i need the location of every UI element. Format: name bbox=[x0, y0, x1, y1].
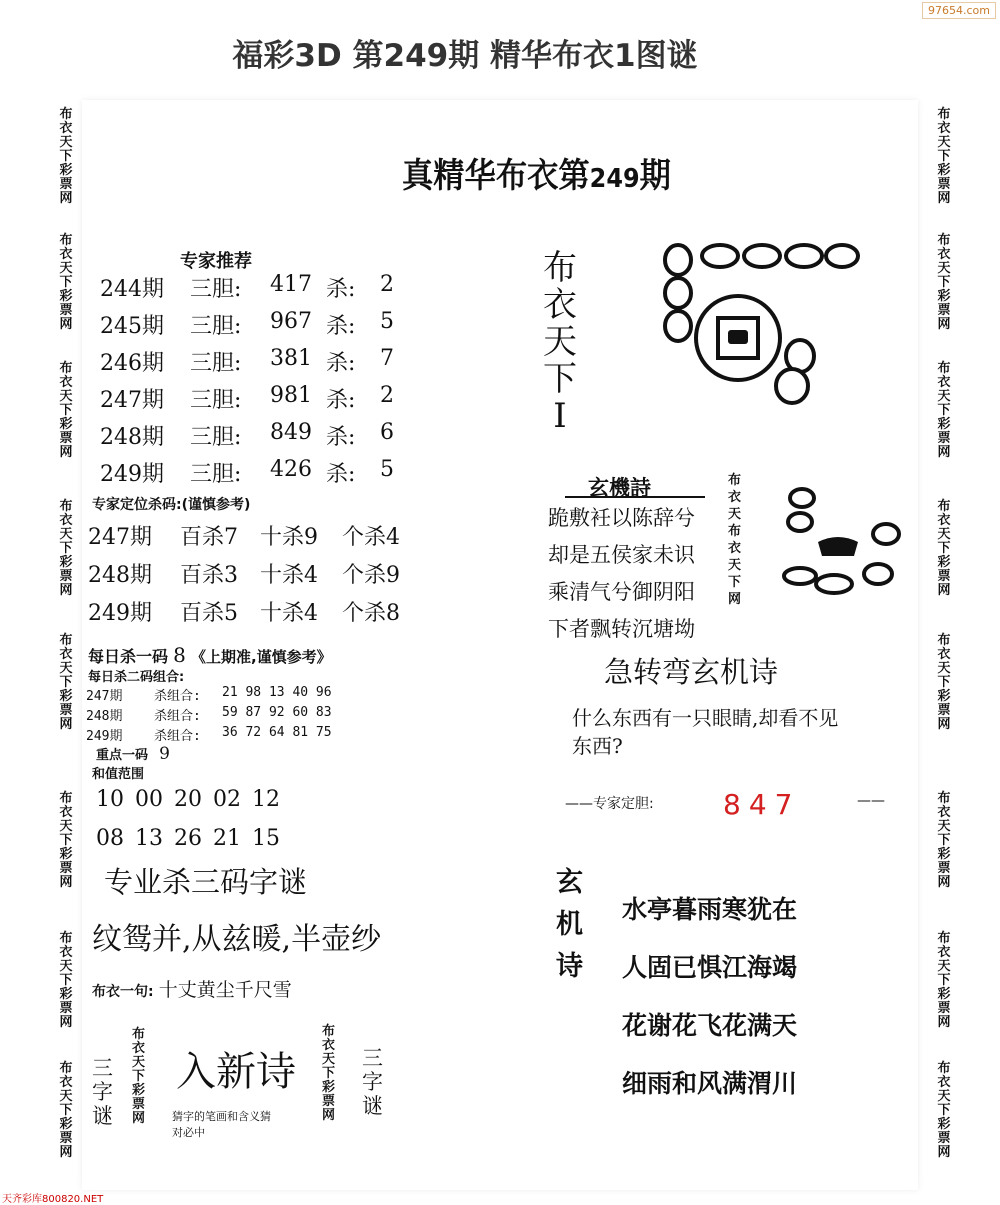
note-line-1: 猜字的笔画和含义猜 bbox=[172, 1110, 271, 1123]
side-char: 下 bbox=[59, 675, 73, 690]
side-char: 衣 bbox=[59, 1075, 73, 1090]
expert-cell: 三胆: bbox=[190, 388, 242, 413]
poem-line: 水亭暮雨寒犹在 bbox=[622, 895, 798, 924]
side-char: 天 bbox=[937, 661, 951, 676]
expert-cell: 967 bbox=[270, 309, 312, 334]
side-label bbox=[935, 1062, 953, 1160]
expert-cell: 三胆: bbox=[190, 462, 242, 487]
combo-cell: 杀组合: bbox=[154, 729, 201, 744]
side-char: 网 bbox=[937, 1015, 951, 1030]
side-char: 衣 bbox=[937, 1075, 951, 1090]
expert-cell: 7 bbox=[380, 346, 394, 371]
side-char: 票 bbox=[937, 569, 951, 584]
side-char: 布 bbox=[937, 233, 951, 248]
side-char: 天 bbox=[59, 527, 73, 542]
side-char: 天 bbox=[937, 959, 951, 974]
side-char: 彩 bbox=[937, 1117, 951, 1132]
vertical-char: 天 bbox=[543, 322, 577, 362]
side-char: 衣 bbox=[59, 945, 73, 960]
position-kill-cell: 248期 bbox=[88, 563, 152, 588]
side-char: 衣 bbox=[59, 375, 73, 390]
combo-cell: 59 87 92 60 83 bbox=[222, 705, 332, 720]
side-char: 衣 bbox=[937, 121, 951, 136]
side-char: 天 bbox=[937, 135, 951, 150]
side-char: 天 bbox=[937, 261, 951, 276]
side-label bbox=[57, 932, 75, 1030]
side-char: 下 bbox=[937, 675, 951, 690]
position-kill-cell: 百杀3 bbox=[180, 563, 238, 588]
side-char: 下 bbox=[937, 403, 951, 418]
side-char: 票 bbox=[59, 861, 73, 876]
expert-cell: 2 bbox=[380, 383, 394, 408]
vertical-char: 布 bbox=[132, 1027, 146, 1042]
ingot-graphic bbox=[778, 484, 908, 604]
vertical-char: 天 bbox=[322, 1052, 336, 1067]
expert-cell: 三胆: bbox=[190, 351, 242, 376]
expert-title: 专家推荐 bbox=[180, 251, 252, 272]
expert-cell: 杀: bbox=[326, 388, 356, 413]
vertical-char: 衣 bbox=[728, 490, 742, 505]
side-label bbox=[935, 362, 953, 460]
side-char: 彩 bbox=[59, 1117, 73, 1132]
side-label bbox=[935, 932, 953, 1030]
expert-cell: 981 bbox=[270, 383, 312, 408]
side-char: 天 bbox=[937, 819, 951, 834]
side-char: 票 bbox=[937, 1131, 951, 1146]
new-poem: 入新诗 bbox=[176, 1049, 296, 1095]
side-char: 票 bbox=[937, 861, 951, 876]
buyitianxia-vertical bbox=[543, 250, 577, 435]
side-char: 网 bbox=[937, 583, 951, 598]
vertical-char: 下 bbox=[132, 1069, 146, 1084]
vertical-char: 彩 bbox=[132, 1083, 146, 1098]
xuanji-title: 玄機詩 bbox=[588, 476, 651, 500]
side-char: 票 bbox=[59, 569, 73, 584]
expert-cell: 249期 bbox=[100, 462, 164, 487]
expert-cell: 杀: bbox=[326, 314, 356, 339]
vertical-char: 字 bbox=[362, 1070, 383, 1094]
side-char: 下 bbox=[59, 275, 73, 290]
side-label bbox=[935, 234, 953, 332]
side-char: 下 bbox=[937, 973, 951, 988]
side-char: 票 bbox=[937, 303, 951, 318]
expert-cell: 246期 bbox=[100, 351, 164, 376]
vertical-char: 天 bbox=[728, 558, 742, 573]
position-kill-title: 专家定位杀码:(谨慎参考) bbox=[92, 497, 251, 513]
dingdan-tail: —— bbox=[857, 793, 885, 809]
side-char: 票 bbox=[59, 303, 73, 318]
expert-cell: 381 bbox=[270, 346, 312, 371]
side-char: 票 bbox=[937, 431, 951, 446]
coin-graphic bbox=[650, 238, 865, 423]
page-title: 福彩3D 第249期 精华布衣1图谜 bbox=[232, 38, 698, 74]
xuanji-line: 却是五侯家未识 bbox=[548, 543, 695, 567]
poem-line: 花谢花飞花满天 bbox=[622, 1011, 798, 1040]
side-char: 天 bbox=[59, 389, 73, 404]
vertical-char: 玄 bbox=[556, 867, 583, 898]
vertical-char: 字 bbox=[92, 1080, 113, 1104]
side-char: 票 bbox=[59, 1001, 73, 1016]
sum-row-1: 10 00 20 02 12 bbox=[96, 787, 280, 812]
position-kill-cell: 个杀9 bbox=[342, 563, 400, 588]
expert-cell: 417 bbox=[270, 272, 312, 297]
vertical-char: I bbox=[553, 396, 567, 436]
note-line-2: 对必中 bbox=[172, 1126, 205, 1139]
side-char: 天 bbox=[59, 819, 73, 834]
vertical-char: 网 bbox=[728, 592, 742, 607]
side-char: 天 bbox=[59, 959, 73, 974]
side-char: 彩 bbox=[937, 163, 951, 178]
side-char: 下 bbox=[59, 973, 73, 988]
riddle-text: 纹鸳并,从兹暖,半壶纱 bbox=[92, 922, 382, 957]
position-kill-cell: 249期 bbox=[88, 601, 152, 626]
side-char: 彩 bbox=[59, 289, 73, 304]
side-char: 下 bbox=[59, 1103, 73, 1118]
side-char: 网 bbox=[937, 317, 951, 332]
side-label bbox=[935, 108, 953, 206]
side-char: 衣 bbox=[937, 375, 951, 390]
side-char: 下 bbox=[937, 275, 951, 290]
side-char: 彩 bbox=[59, 417, 73, 432]
expert-cell: 244期 bbox=[100, 277, 164, 302]
vertical-char: 票 bbox=[132, 1097, 146, 1112]
position-kill-cell: 个杀4 bbox=[342, 525, 400, 550]
poem-vertical bbox=[556, 862, 583, 988]
expert-cell: 245期 bbox=[100, 314, 164, 339]
side-char: 彩 bbox=[937, 689, 951, 704]
side-char: 天 bbox=[59, 661, 73, 676]
expert-cell: 杀: bbox=[326, 462, 356, 487]
combo-cell: 21 98 13 40 96 bbox=[222, 685, 332, 700]
side-char: 网 bbox=[59, 1015, 73, 1030]
side-char: 衣 bbox=[59, 805, 73, 820]
side-char: 网 bbox=[937, 717, 951, 732]
daily-kill-two-title: 每日杀二码组合: bbox=[88, 670, 185, 685]
side-char: 衣 bbox=[937, 647, 951, 662]
combo-cell: 247期 bbox=[86, 689, 123, 704]
side-char: 布 bbox=[937, 361, 951, 376]
expert-cell: 三胆: bbox=[190, 425, 242, 450]
side-char: 网 bbox=[937, 1145, 951, 1160]
side-char: 彩 bbox=[59, 847, 73, 862]
side-char: 票 bbox=[937, 177, 951, 192]
expert-cell: 247期 bbox=[100, 388, 164, 413]
focus-one: 重点一码 9 bbox=[96, 744, 170, 764]
xuanji-line: 乘清气兮御阴阳 bbox=[548, 580, 695, 604]
side-char: 票 bbox=[59, 703, 73, 718]
side-char: 布 bbox=[59, 791, 73, 806]
side-char: 彩 bbox=[937, 987, 951, 1002]
position-kill-cell: 十杀4 bbox=[260, 601, 318, 626]
side-char: 彩 bbox=[937, 417, 951, 432]
side-char: 布 bbox=[59, 633, 73, 648]
daily-kill-one: 每日杀一码 8 《上期准,谨慎参考》 bbox=[88, 643, 332, 667]
side-char: 网 bbox=[59, 1145, 73, 1160]
vertical-char: 衣 bbox=[132, 1041, 146, 1056]
xuanji-vertical bbox=[728, 472, 741, 608]
side-char: 布 bbox=[59, 499, 73, 514]
side-label bbox=[57, 362, 75, 460]
poem-line: 人固已惧江海竭 bbox=[622, 953, 798, 982]
side-char: 布 bbox=[937, 791, 951, 806]
combo-cell: 248期 bbox=[86, 709, 123, 724]
side-char: 彩 bbox=[59, 555, 73, 570]
turn-question-2: 东西? bbox=[572, 734, 623, 758]
side-char: 票 bbox=[937, 1001, 951, 1016]
vertical-char: 布 bbox=[322, 1024, 336, 1039]
side-char: 布 bbox=[937, 107, 951, 122]
sum-row-2: 08 13 26 21 15 bbox=[96, 826, 280, 851]
side-label bbox=[57, 108, 75, 206]
vertical-char: 下 bbox=[543, 359, 577, 399]
combo-cell: 36 72 64 81 75 bbox=[222, 725, 332, 740]
xuanji-rule bbox=[565, 496, 705, 498]
vertical-char: 三 bbox=[362, 1046, 383, 1070]
side-char: 网 bbox=[59, 875, 73, 890]
side-char: 网 bbox=[937, 191, 951, 206]
side-char: 彩 bbox=[937, 555, 951, 570]
watermark: 97654.com bbox=[922, 2, 996, 19]
side-char: 天 bbox=[937, 527, 951, 542]
position-kill-cell: 百杀7 bbox=[180, 525, 238, 550]
side-char: 布 bbox=[937, 499, 951, 514]
expert-cell: 5 bbox=[380, 309, 394, 334]
side-char: 彩 bbox=[59, 987, 73, 1002]
side-label bbox=[57, 234, 75, 332]
sanzimi-left bbox=[92, 1056, 113, 1128]
vertical-char: 网 bbox=[132, 1111, 146, 1126]
side-char: 衣 bbox=[937, 805, 951, 820]
side-char: 天 bbox=[59, 1089, 73, 1104]
side-char: 布 bbox=[59, 361, 73, 376]
dingdan-numbers: 847 bbox=[723, 788, 801, 821]
side-char: 票 bbox=[59, 431, 73, 446]
side-char: 天 bbox=[937, 389, 951, 404]
side-char: 天 bbox=[59, 261, 73, 276]
side-char: 衣 bbox=[59, 513, 73, 528]
side-char: 网 bbox=[59, 191, 73, 206]
position-kill-cell: 十杀4 bbox=[260, 563, 318, 588]
vertical-char: 衣 bbox=[728, 541, 742, 556]
expert-cell: 杀: bbox=[326, 277, 356, 302]
side-char: 彩 bbox=[937, 847, 951, 862]
side-char: 下 bbox=[937, 149, 951, 164]
side-char: 彩 bbox=[59, 163, 73, 178]
side-char: 网 bbox=[937, 445, 951, 460]
dingdan-label: ——专家定胆: bbox=[565, 796, 654, 812]
side-char: 下 bbox=[59, 541, 73, 556]
side-char: 天 bbox=[937, 1089, 951, 1104]
expert-cell: 2 bbox=[380, 272, 394, 297]
expert-cell: 248期 bbox=[100, 425, 164, 450]
side-char: 天 bbox=[59, 135, 73, 150]
expert-cell: 849 bbox=[270, 420, 312, 445]
side-label bbox=[57, 1062, 75, 1160]
footer-mark: 天齐彩库800820.NET bbox=[2, 1194, 104, 1205]
side-char: 下 bbox=[937, 1103, 951, 1118]
vertical-char: 天 bbox=[132, 1055, 146, 1070]
xuanji-line: 跪敷衽以陈辞兮 bbox=[548, 506, 695, 530]
side-char: 布 bbox=[59, 931, 73, 946]
poem-line: 细雨和风满渭川 bbox=[622, 1069, 798, 1098]
turn-title: 急转弯玄机诗 bbox=[604, 655, 779, 689]
side-char: 下 bbox=[59, 149, 73, 164]
vertical-char: 布 bbox=[543, 248, 577, 288]
vertical-char: 衣 bbox=[322, 1038, 336, 1053]
side-char: 衣 bbox=[937, 945, 951, 960]
expert-cell: 6 bbox=[380, 420, 394, 445]
side-char: 布 bbox=[937, 633, 951, 648]
position-kill-cell: 个杀8 bbox=[342, 601, 400, 626]
vertical-char: 衣 bbox=[543, 285, 577, 325]
vertical-char: 网 bbox=[322, 1108, 336, 1123]
riddle-title: 专业杀三码字谜 bbox=[104, 865, 308, 899]
expert-cell: 杀: bbox=[326, 351, 356, 376]
side-label bbox=[57, 634, 75, 732]
expert-cell: 5 bbox=[380, 457, 394, 482]
vertical-char: 票 bbox=[322, 1094, 336, 1109]
side-char: 网 bbox=[59, 583, 73, 598]
vertical-char: 谜 bbox=[92, 1104, 113, 1128]
side-char: 下 bbox=[59, 833, 73, 848]
side-label bbox=[57, 792, 75, 890]
combo-cell: 249期 bbox=[86, 729, 123, 744]
vertical-char: 下 bbox=[728, 575, 742, 590]
side-char: 衣 bbox=[59, 247, 73, 262]
side-char: 衣 bbox=[59, 647, 73, 662]
expert-cell: 杀: bbox=[326, 425, 356, 450]
vertical-char: 诗 bbox=[556, 951, 583, 982]
side-char: 布 bbox=[59, 1061, 73, 1076]
side-char: 布 bbox=[937, 931, 951, 946]
vertical-char: 机 bbox=[556, 909, 583, 940]
combo-cell: 杀组合: bbox=[154, 709, 201, 724]
side-char: 衣 bbox=[59, 121, 73, 136]
xuanji-line: 下者飘转沉塘坳 bbox=[548, 617, 695, 641]
riddle-line: 布衣一句: 十丈黄尘千尺雪 bbox=[92, 979, 292, 1001]
side-label bbox=[935, 500, 953, 598]
sanzimi-right bbox=[362, 1046, 383, 1118]
turn-question: 什么东西有一只眼睛,却看不见 bbox=[572, 706, 839, 730]
sum-range-label: 和值范围 bbox=[92, 767, 145, 782]
side-char: 下 bbox=[937, 541, 951, 556]
expert-cell: 三胆: bbox=[190, 314, 242, 339]
vertical-char: 下 bbox=[322, 1066, 336, 1081]
mini-side-2 bbox=[322, 1025, 335, 1123]
mini-side-1 bbox=[132, 1028, 145, 1126]
side-char: 票 bbox=[59, 177, 73, 192]
side-char: 布 bbox=[59, 107, 73, 122]
side-char: 网 bbox=[937, 875, 951, 890]
side-char: 衣 bbox=[937, 247, 951, 262]
vertical-char: 彩 bbox=[322, 1080, 336, 1095]
expert-cell: 426 bbox=[270, 457, 312, 482]
vertical-char: 布 bbox=[728, 524, 742, 539]
side-label bbox=[935, 792, 953, 890]
side-char: 下 bbox=[937, 833, 951, 848]
side-char: 票 bbox=[59, 1131, 73, 1146]
combo-cell: 杀组合: bbox=[154, 689, 201, 704]
side-label bbox=[935, 634, 953, 732]
side-char: 票 bbox=[937, 703, 951, 718]
side-char: 布 bbox=[59, 233, 73, 248]
position-kill-cell: 百杀5 bbox=[180, 601, 238, 626]
side-char: 网 bbox=[59, 317, 73, 332]
vertical-char: 三 bbox=[92, 1056, 113, 1080]
position-kill-cell: 247期 bbox=[88, 525, 152, 550]
vertical-char: 天 bbox=[728, 507, 742, 522]
side-char: 衣 bbox=[937, 513, 951, 528]
side-char: 下 bbox=[59, 403, 73, 418]
vertical-char: 谜 bbox=[362, 1094, 383, 1118]
side-char: 网 bbox=[59, 445, 73, 460]
side-char: 布 bbox=[937, 1061, 951, 1076]
expert-cell: 三胆: bbox=[190, 277, 242, 302]
side-char: 彩 bbox=[937, 289, 951, 304]
position-kill-cell: 十杀9 bbox=[260, 525, 318, 550]
side-char: 彩 bbox=[59, 689, 73, 704]
side-label bbox=[57, 500, 75, 598]
vertical-char: 布 bbox=[728, 473, 742, 488]
main-title: 真精华布衣第249期 bbox=[402, 156, 671, 196]
side-char: 网 bbox=[59, 717, 73, 732]
